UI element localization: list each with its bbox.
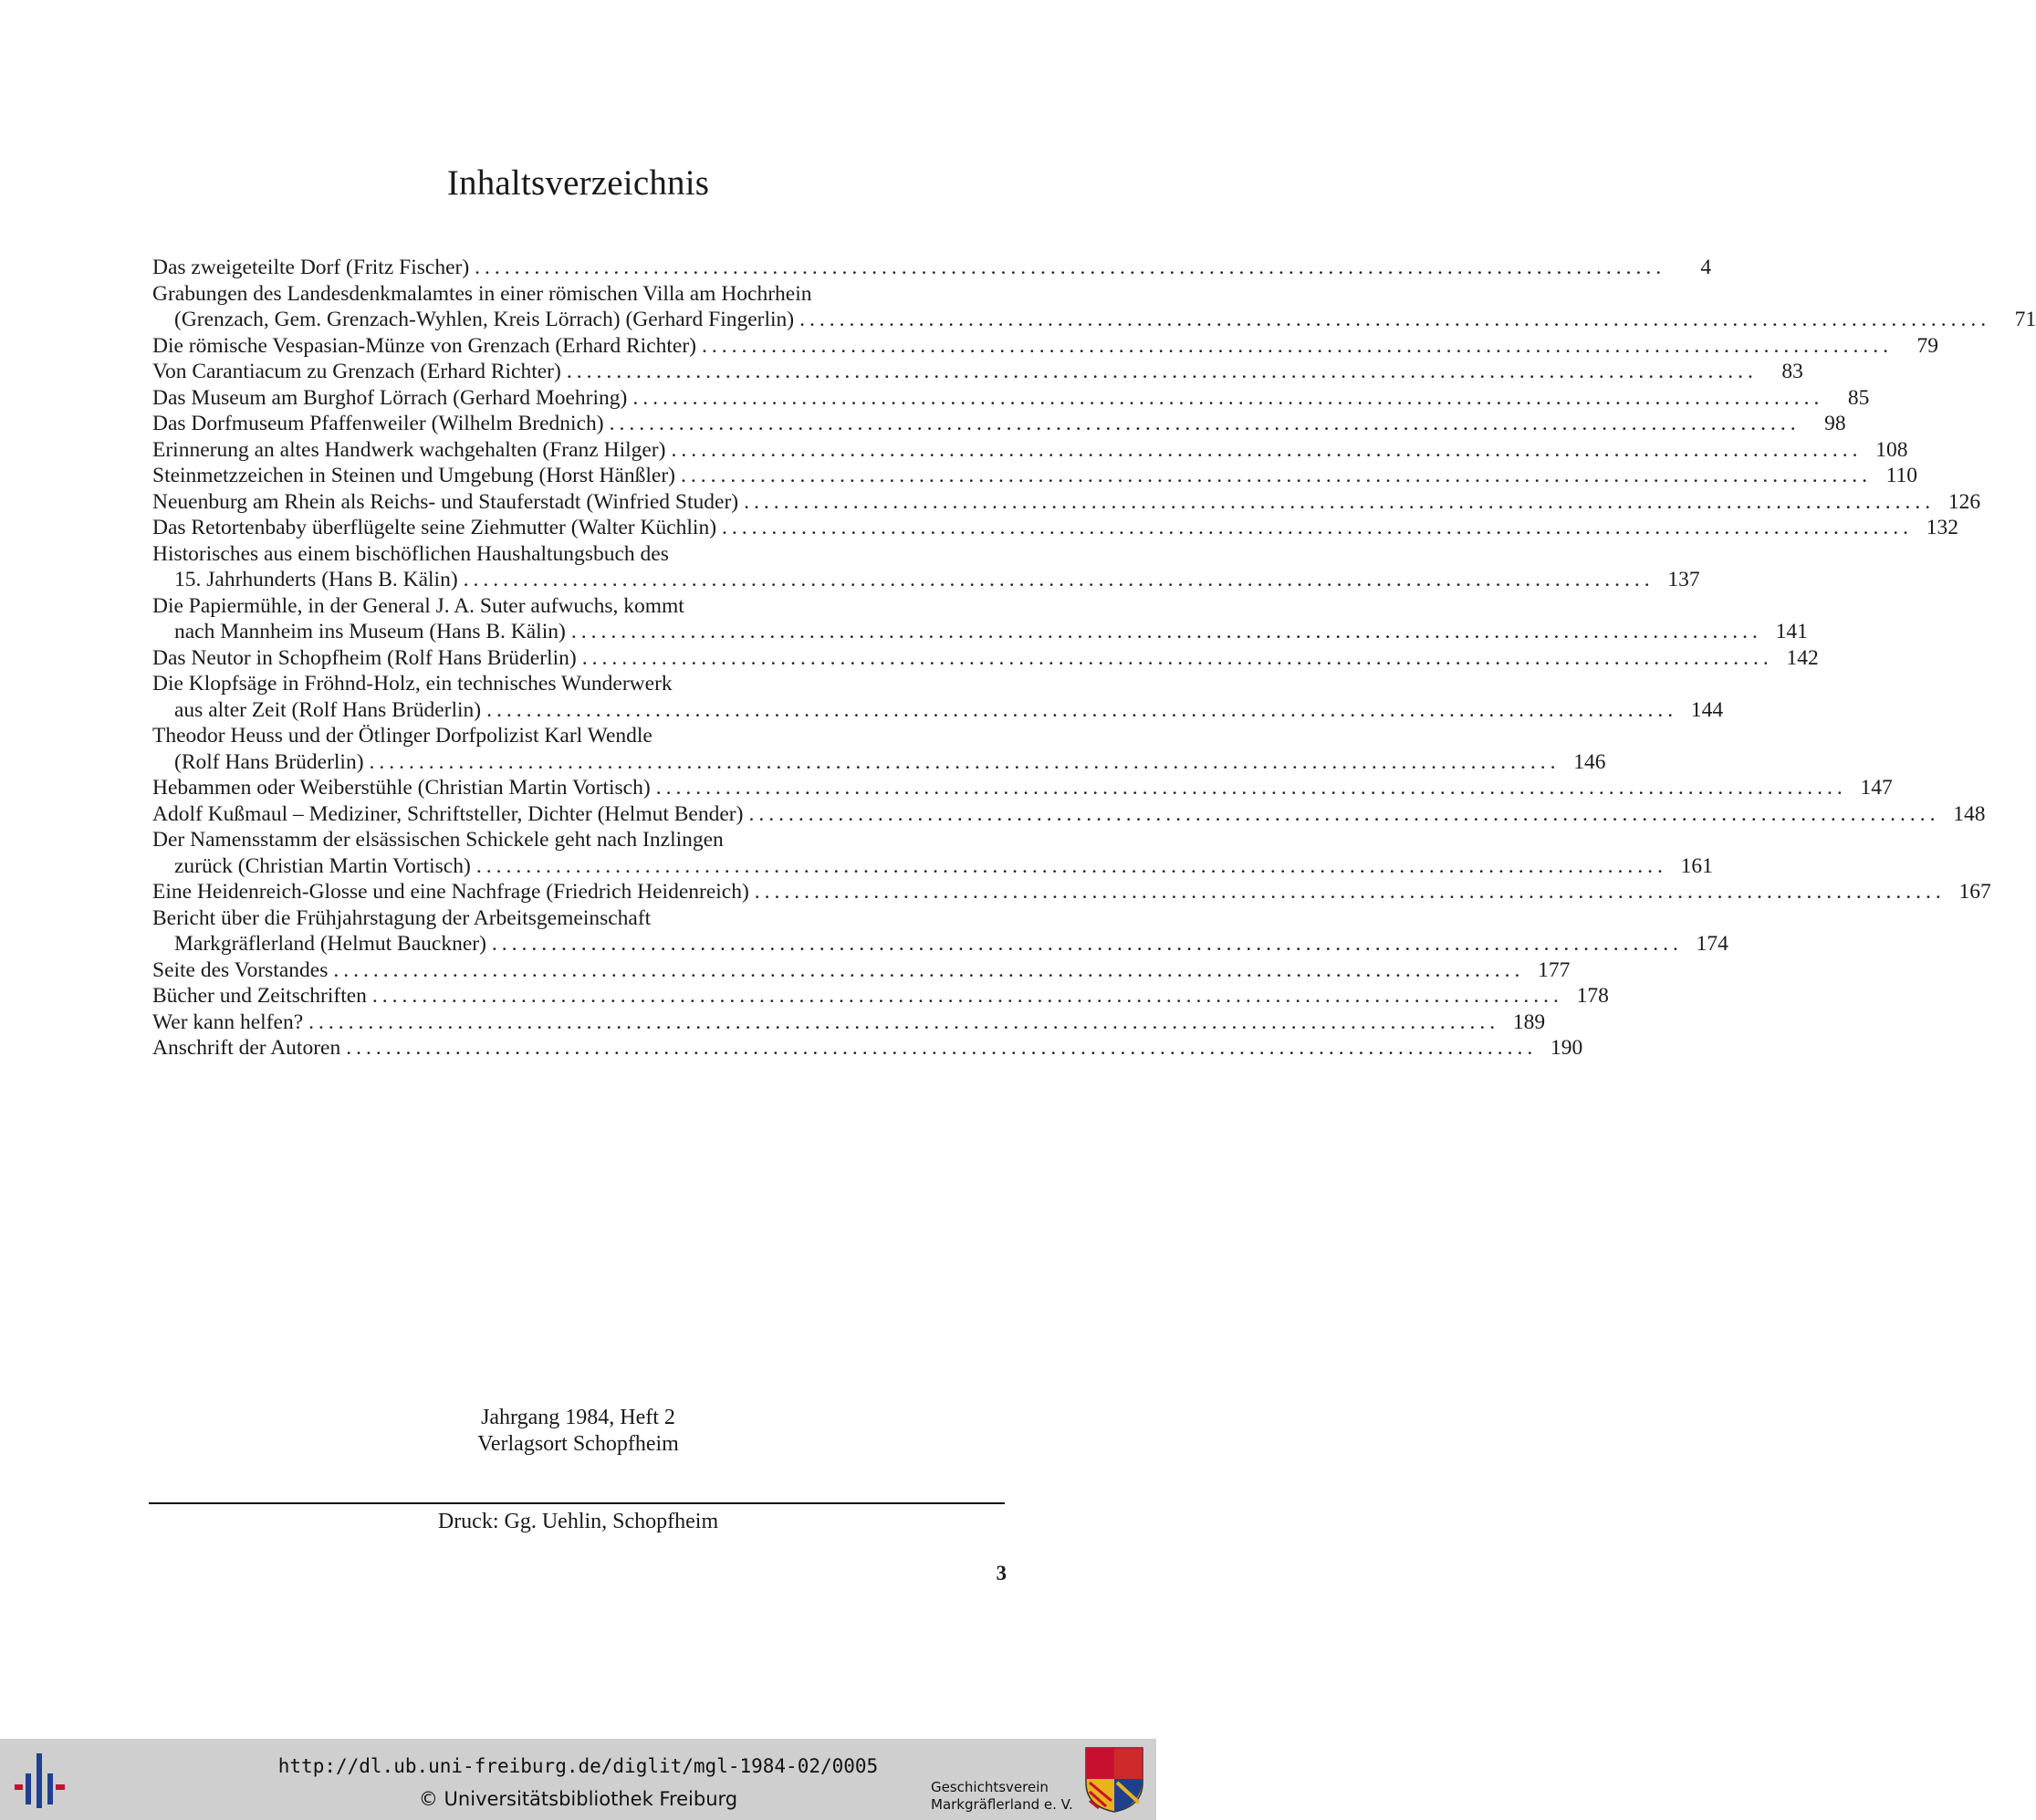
toc-entry — [152, 827, 1713, 879]
toc-title: Die Papiermühle, in der General J. A. Suter aufwuchs, kommt — [152, 593, 684, 618]
toc-title: Bericht über die Frühjahrstagung der Arbeitsgemeinschaft — [152, 905, 652, 930]
toc-page-number: 147 — [1860, 776, 1893, 800]
dot-leader: ........................................................................................................................ — [701, 333, 1893, 358]
toc-title: Von Carantiacum zu Grenzach (Erhard Richter) — [152, 360, 561, 383]
toc-page-number: 141 — [1775, 620, 1808, 643]
toc-entry — [152, 333, 1938, 360]
coat-of-arms-icon — [1084, 1746, 1144, 1814]
dot-leader: ........................................................................................................................ — [748, 801, 1940, 826]
toc-entry — [152, 905, 1728, 957]
toc-line — [152, 749, 1606, 776]
toc-line — [152, 463, 1917, 489]
toc-page-number: 177 — [1538, 957, 1571, 982]
toc-page-number: 137 — [1667, 568, 1700, 591]
toc-page-number: 108 — [1875, 437, 1908, 462]
toc-line — [152, 541, 1007, 568]
toc-entry — [152, 385, 1870, 412]
dot-leader: ........................................................................................................................ — [346, 1036, 1538, 1060]
dot-leader: ........................................................................................................................ — [799, 308, 1991, 331]
toc-page-number: 4 — [1700, 256, 1712, 279]
toc-title: Hebammen oder Weiberstühle (Christian Martin Vortisch) — [152, 776, 651, 800]
toc-entry — [152, 1009, 1546, 1036]
toc-line — [152, 931, 1728, 957]
toc-title: nach Mannheim ins Museum (Hans B. Kälin) — [174, 620, 566, 643]
toc-title: Adolf Kußmaul – Mediziner, Schriftsteller, Dichter (Helmut Bender) — [152, 801, 744, 826]
toc-page-number: 79 — [1916, 333, 1938, 358]
dot-leader: ........................................................................................................................ — [463, 568, 1655, 591]
dot-leader: ........................................................................................................................ — [570, 620, 1762, 643]
toc-title: Grabungen des Landesdenkmalamtes in einer römischen Villa am Hochrhein — [152, 281, 812, 306]
dot-leader: ........................................................................................................................ — [475, 853, 1667, 878]
dot-leader: ........................................................................................................................ — [671, 437, 1863, 462]
toc-title: Das Retortenbaby überflügelte seine Ziehmutter (Walter Küchlin) — [152, 516, 717, 539]
toc-line — [152, 775, 1893, 801]
toc-page-number: 146 — [1573, 749, 1606, 774]
toc-page-number: 174 — [1696, 932, 1728, 956]
toc-line — [152, 307, 2036, 333]
toc-page-number: 142 — [1786, 645, 1819, 670]
toc-line — [152, 801, 1986, 828]
toc-page-number: 71 — [2014, 308, 2036, 331]
society-line-1: Geschichtsverein — [931, 1779, 1049, 1795]
dot-leader: ........................................................................................................................ — [369, 749, 1561, 774]
toc-line — [152, 983, 1609, 1009]
toc-title: (Rolf Hans Brüderlin) — [174, 749, 364, 774]
toc-title: Erinnerung an altes Handwerk wachgehalten (Franz Hilger) — [152, 437, 666, 462]
toc-page-number: 126 — [1947, 489, 1981, 514]
toc-entry — [152, 515, 1959, 541]
dot-leader: ........................................................................................................................ — [475, 256, 1666, 279]
toc-title: Anschrift der Autoren — [152, 1036, 341, 1060]
toc-line — [152, 723, 1007, 749]
toc-line — [152, 489, 1981, 516]
toc-line — [152, 619, 1808, 645]
toc-line — [152, 827, 1007, 853]
toc-title: Eine Heidenreich-Glosse und eine Nachfrage (Friedrich Heidenreich) — [152, 880, 749, 904]
toc-line — [152, 1009, 1546, 1036]
toc-page-number: 85 — [1847, 385, 1870, 410]
place-line: Verlagsort Schopfheim — [477, 1432, 679, 1456]
toc-entry — [152, 411, 1846, 437]
toc-line — [152, 1035, 1583, 1062]
toc-line — [152, 411, 1846, 437]
page-number: 3 — [996, 1562, 1007, 1585]
toc-entry — [152, 671, 1724, 723]
dot-leader: ........................................................................................................................ — [371, 984, 1563, 1008]
toc-title: Der Namensstamm der elsässischen Schickele geht nach Inzlingen — [152, 828, 724, 852]
toc-entry — [152, 775, 1893, 801]
table-of-contents — [152, 255, 2036, 1062]
toc-page-number: 110 — [1885, 464, 1917, 487]
divider-rule — [149, 1502, 1005, 1504]
dot-leader: ........................................................................................................................ — [566, 360, 1758, 383]
toc-page-number: 132 — [1926, 516, 1959, 539]
toc-title: Das Neutor in Schopfheim (Rolf Hans Brüderlin) — [152, 645, 577, 670]
toc-line — [152, 853, 1713, 880]
toc-title: Markgräflerland (Helmut Bauckner) — [174, 932, 486, 956]
toc-title: 15. Jahrhunderts (Hans B. Kälin) — [174, 568, 458, 591]
toc-page-number: 178 — [1576, 984, 1609, 1008]
toc-title: Das Dorfmuseum Pfaffenweiler (Wilhelm Brednich) — [152, 412, 604, 435]
dot-leader: ........................................................................................................................ — [632, 385, 1824, 410]
toc-entry — [152, 983, 1609, 1009]
toc-line — [152, 281, 1007, 308]
dot-leader: ........................................................................................................................ — [655, 776, 1847, 800]
dot-leader: ........................................................................................................................ — [486, 697, 1678, 722]
dot-leader: ........................................................................................................................ — [333, 957, 1525, 982]
dot-leader: ........................................................................................................................ — [581, 645, 1773, 670]
dot-leader: ........................................................................................................................ — [754, 880, 1946, 904]
dot-leader: ........................................................................................................................ — [609, 412, 1801, 435]
toc-title: Theodor Heuss und der Ötlinger Dorfpolizist Karl Wendle — [152, 724, 653, 748]
toc-title: Seite des Vorstandes — [152, 957, 329, 982]
dot-leader: ........................................................................................................................ — [308, 1009, 1500, 1034]
toc-title: aus alter Zeit (Rolf Hans Brüderlin) — [174, 697, 482, 722]
toc-entry — [152, 463, 1917, 489]
copyright-text: © Universitätsbibliothek Freiburg — [418, 1788, 738, 1810]
toc-line — [152, 957, 1571, 984]
toc-line — [152, 671, 1007, 697]
toc-title: Wer kann helfen? — [152, 1009, 304, 1034]
toc-title: Das zweigeteilte Dorf (Fritz Fischer) — [152, 256, 470, 279]
toc-entry — [152, 281, 2036, 333]
toc-line — [152, 879, 1991, 905]
toc-title: Das Museum am Burghof Lörrach (Gerhard Moehring) — [152, 385, 628, 410]
toc-line — [152, 515, 1959, 541]
toc-line — [152, 359, 1803, 385]
page-title: Inhaltsverzeichnis — [446, 163, 710, 203]
toc-line — [152, 697, 1724, 724]
toc-entry — [152, 541, 1700, 593]
toc-page-number: 190 — [1550, 1036, 1583, 1060]
toc-title: Die römische Vespasian-Münze von Grenzach (Erhard Richter) — [152, 333, 696, 358]
toc-entry — [152, 957, 1571, 984]
toc-entry — [152, 645, 1819, 672]
imprint — [0, 1405, 1156, 1458]
toc-page-number: 161 — [1680, 853, 1713, 878]
toc-entry — [152, 723, 1606, 775]
printer-line: Druck: Gg. Uehlin, Schopfheim — [437, 1510, 719, 1533]
toc-entry — [152, 1035, 1583, 1062]
dot-leader: ........................................................................................................................ — [744, 489, 1936, 514]
society-name — [931, 1779, 1073, 1814]
toc-page-number: 167 — [1958, 880, 1991, 904]
toc-title: Historisches aus einem bischöflichen Haushaltungsbuch des — [152, 541, 669, 566]
toc-line — [152, 437, 1908, 464]
toc-entry — [152, 359, 1803, 385]
dot-leader: ........................................................................................................................ — [681, 464, 1872, 487]
toc-entry — [152, 437, 1908, 464]
society-line-2: Markgräflerland e. V. — [931, 1796, 1073, 1813]
toc-line — [152, 255, 1712, 281]
toc-title: Bücher und Zeitschriften — [152, 984, 367, 1008]
toc-page-number: 189 — [1512, 1009, 1546, 1034]
toc-entry — [152, 489, 1981, 516]
dot-leader: ........................................................................................................................ — [491, 932, 1683, 956]
toc-title: (Grenzach, Gem. Grenzach-Wyhlen, Kreis Lörrach) (Gerhard Fingerlin) — [174, 308, 795, 331]
toc-page-number: 148 — [1953, 801, 1986, 826]
toc-line — [152, 385, 1870, 412]
toc-line — [152, 593, 1007, 620]
toc-entry — [152, 593, 1808, 645]
source-url-link[interactable]: http://dl.ub.uni-freiburg.de/diglit/mgl-1984-02/0005 — [277, 1755, 879, 1777]
toc-page-number: 144 — [1690, 697, 1724, 722]
toc-page-number: 98 — [1824, 412, 1846, 435]
toc-page-number: 83 — [1781, 360, 1803, 383]
issue-line: Jahrgang 1984, Heft 2 — [481, 1406, 675, 1429]
toc-entry — [152, 801, 1986, 828]
toc-title: Die Klopfsäge in Fröhnd-Holz, ein technisches Wunderwerk — [152, 672, 673, 696]
footer-bar — [0, 1739, 1156, 1820]
dot-leader: ........................................................................................................................ — [722, 516, 1914, 539]
toc-entry — [152, 255, 1712, 281]
toc-line — [152, 567, 1700, 593]
toc-title: zurück (Christian Martin Vortisch) — [174, 853, 471, 878]
toc-title: Neuenburg am Rhein als Reichs- und Stauferstadt (Winfried Studer) — [152, 489, 739, 514]
toc-title: Steinmetzzeichen in Steinen und Umgebung (Horst Hänßler) — [152, 464, 675, 487]
toc-line — [152, 333, 1938, 360]
toc-line — [152, 905, 1007, 932]
toc-entry — [152, 879, 1991, 905]
toc-line — [152, 645, 1819, 672]
